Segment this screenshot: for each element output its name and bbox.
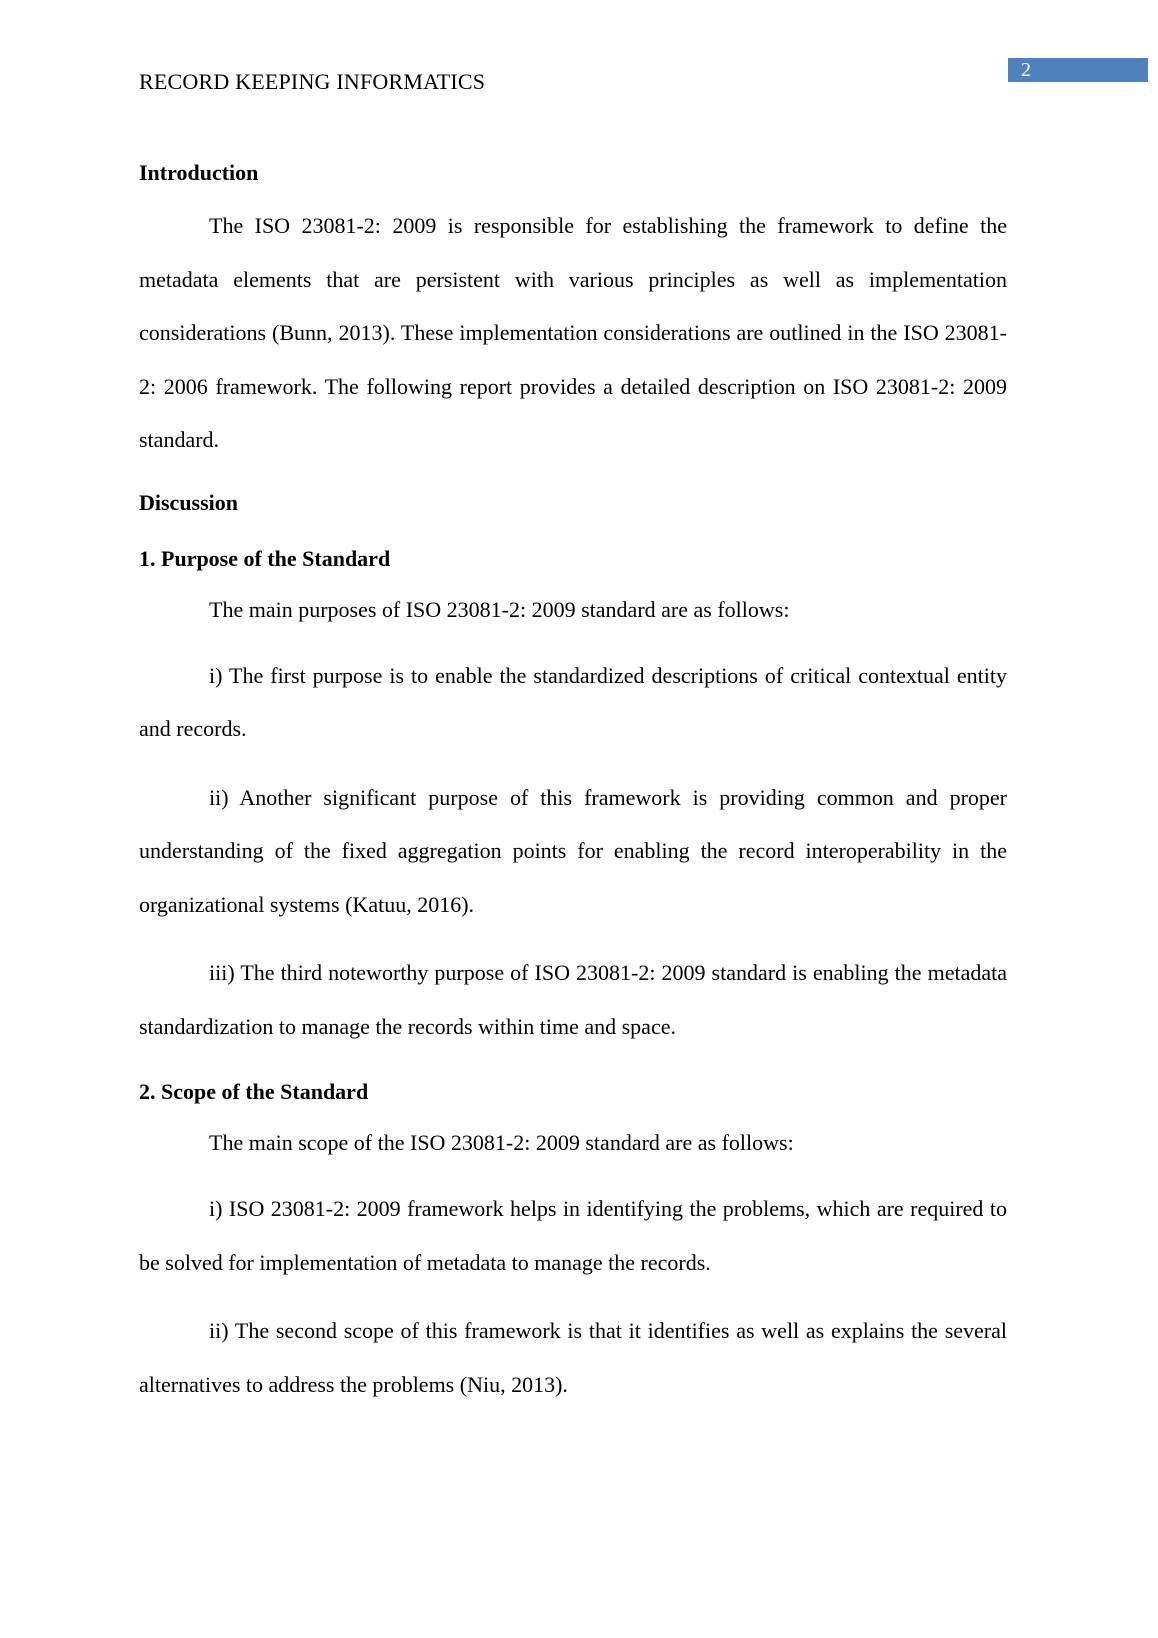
- scope-heading: 2. Scope of the Standard: [139, 1079, 369, 1104]
- scope-lead: The main scope of the ISO 23081-2: 2009 standard are as follows:: [209, 1130, 794, 1155]
- purpose-lead: The main purposes of ISO 23081-2: 2009 standard are as follows:: [209, 596, 790, 622]
- discussion-heading: Discussion: [139, 489, 239, 515]
- running-head: RECORD KEEPING INFORMATICS: [139, 69, 486, 94]
- page-number: 2: [1021, 59, 1031, 81]
- introduction-heading: Introduction: [139, 160, 259, 185]
- scope-item-1: i) ISO 23081-2: 2009 framework helps in identifying the problems, which are required to be solved for implementation of metadata to manage the records.: [139, 1196, 1007, 1275]
- document-body: [139, 158, 1007, 1411]
- introduction-paragraph: The ISO 23081-2: 2009 is responsible for establishing the framework to define the metadata elements that are persistent with various principles as well as implementation considerations (Bunn, 2013). These implementation considerations are outlined in the ISO 23081-2: 2006 framework. The following report provides a detailed description on ISO 23081-2: 2009 standard.: [139, 213, 1007, 452]
- purpose-item-2: ii) Another significant purpose of this framework is providing common and proper understanding of the fixed aggregation points for enabling the record interoperability in the organizational systems (Katuu, 2016).: [139, 784, 1007, 917]
- scope-item-2: ii) The second scope of this framework is that it identifies as well as explains the several alternatives to address the problems (Niu, 2013).: [139, 1318, 1007, 1397]
- purpose-item-1: i) The first purpose is to enable the standardized descriptions of critical contextual entity and records.: [139, 662, 1007, 741]
- purpose-heading: 1. Purpose of the Standard: [139, 545, 391, 571]
- purpose-item-3: iii) The third noteworthy purpose of ISO 23081-2: 2009 standard is enabling the metadata standardization to manage the records within time and space.: [139, 960, 1007, 1039]
